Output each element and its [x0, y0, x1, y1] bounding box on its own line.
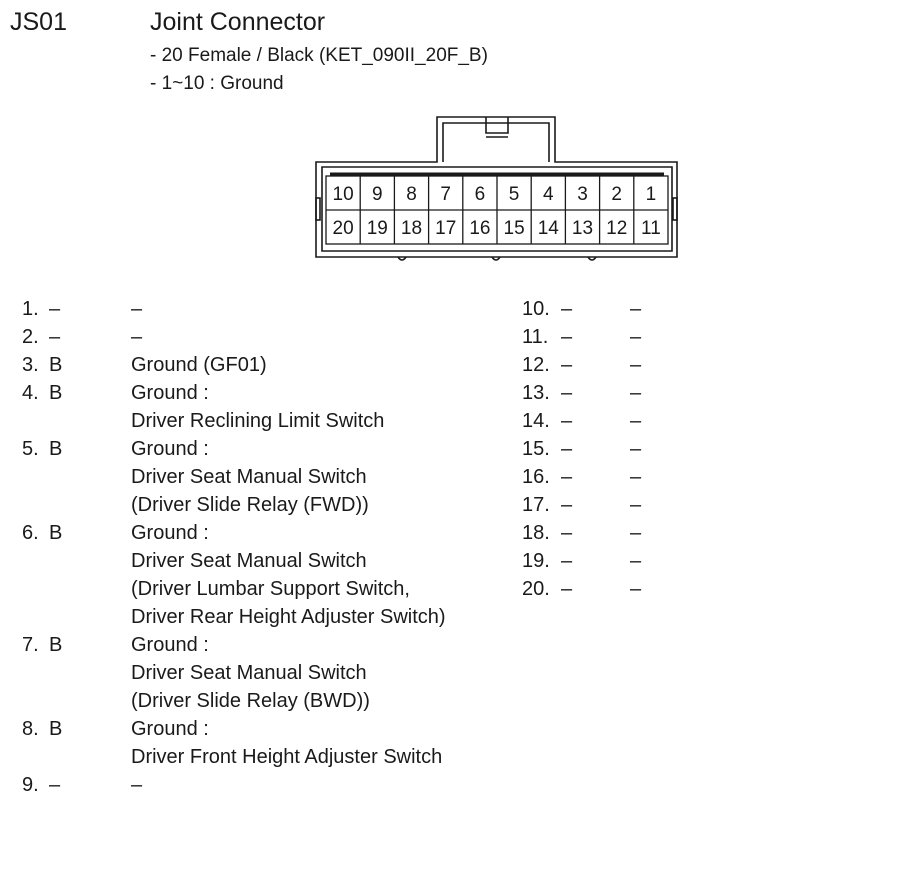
- connector-code: JS01: [10, 8, 67, 36]
- wire-color: –: [561, 578, 573, 600]
- pin-cell-top: 3: [577, 184, 588, 205]
- pin-number: 14.: [522, 410, 550, 432]
- pin-function: –: [630, 578, 642, 600]
- pin-number: 11.: [522, 326, 549, 348]
- pin-function: –: [630, 494, 642, 516]
- pin-cell-bottom: 17: [435, 218, 457, 239]
- wire-color: –: [561, 354, 573, 376]
- pin-cell-top: 8: [406, 184, 417, 205]
- pin-function: –: [131, 326, 143, 348]
- pin-cell-bottom: 14: [537, 218, 559, 239]
- pin-cell-bottom: 16: [469, 218, 491, 239]
- wire-color: –: [561, 326, 573, 348]
- pin-function: Driver Rear Height Adjuster Switch): [131, 606, 446, 628]
- pin-cell-top: 10: [332, 184, 354, 205]
- connector-ground-note: - 1~10 : Ground: [150, 73, 284, 94]
- pin-function: Ground :: [131, 634, 209, 656]
- pin-cell-top: 9: [372, 184, 383, 205]
- pin-number: 17.: [522, 494, 550, 516]
- pin-number: 15.: [522, 438, 550, 460]
- pin-cell-bottom: 15: [503, 218, 525, 239]
- wire-color: B: [49, 354, 63, 376]
- pin-number: 7.: [22, 634, 39, 656]
- pin-cell-top: 6: [474, 184, 486, 205]
- wire-color: –: [49, 298, 61, 320]
- wire-color: –: [561, 438, 573, 460]
- connector-diagram: [0, 0, 919, 300]
- pin-function: Ground :: [131, 522, 209, 544]
- pin-cell-top: 5: [508, 184, 520, 205]
- pin-function: –: [630, 382, 642, 404]
- pin-cell-top: 2: [611, 184, 622, 205]
- pin-number: 13.: [522, 382, 550, 404]
- pin-number: 19.: [522, 550, 550, 572]
- pin-number: 1.: [22, 298, 39, 320]
- wire-color: –: [561, 298, 573, 320]
- pin-function: –: [630, 410, 642, 432]
- pin-function: Driver Seat Manual Switch: [131, 662, 367, 684]
- pin-function: Driver Seat Manual Switch: [131, 466, 367, 488]
- pin-number: 2.: [22, 326, 39, 348]
- wire-color: B: [49, 438, 63, 460]
- pin-function: Driver Front Height Adjuster Switch: [131, 746, 443, 768]
- wire-color: B: [49, 382, 63, 404]
- pin-number: 3.: [22, 354, 39, 376]
- pin-number: 18.: [522, 522, 550, 544]
- wire-color: –: [561, 494, 573, 516]
- pin-function: –: [131, 774, 143, 796]
- pin-number: 4.: [22, 382, 39, 404]
- pin-number: 9.: [22, 774, 39, 796]
- pin-function: –: [630, 466, 642, 488]
- pin-cell-bottom: 11: [641, 218, 661, 239]
- pin-function: –: [630, 354, 642, 376]
- wire-color: –: [561, 410, 573, 432]
- pin-cell-bottom: 20: [332, 218, 354, 239]
- pin-cell-bottom: 19: [366, 218, 388, 239]
- pin-number: 5.: [22, 438, 39, 460]
- wire-color: –: [49, 774, 61, 796]
- pin-cell-bottom: 12: [606, 218, 628, 239]
- pin-function: –: [630, 550, 642, 572]
- pin-function: (Driver Slide Relay (FWD)): [131, 494, 369, 516]
- connector-title: Joint Connector: [150, 8, 326, 36]
- connector-spec-line: - 20 Female / Black (KET_090II_20F_B): [150, 45, 488, 66]
- pin-function: Ground :: [131, 382, 209, 404]
- pin-function: Ground (GF01): [131, 354, 267, 376]
- pin-function: –: [630, 298, 642, 320]
- pin-number: 12.: [522, 354, 550, 376]
- pin-function: Driver Reclining Limit Switch: [131, 410, 385, 432]
- pin-function: Ground :: [131, 718, 209, 740]
- pin-number: 20.: [522, 578, 550, 600]
- wire-color: B: [49, 718, 63, 740]
- pin-function: –: [630, 522, 642, 544]
- wire-color: B: [49, 634, 63, 656]
- pin-cell-bottom: 13: [571, 218, 594, 239]
- pin-cell-bottom: 18: [400, 218, 423, 239]
- pin-function: (Driver Slide Relay (BWD)): [131, 690, 370, 712]
- pin-cell-top: 1: [645, 184, 657, 205]
- pin-cell-top: 4: [543, 184, 554, 205]
- pin-number: 16.: [522, 466, 550, 488]
- pin-function: –: [630, 326, 642, 348]
- pin-function: Ground :: [131, 438, 209, 460]
- pin-number: 10.: [522, 298, 550, 320]
- pin-number: 6.: [22, 522, 39, 544]
- wire-color: –: [561, 522, 573, 544]
- wire-color: –: [49, 326, 61, 348]
- pin-cell-top: 7: [440, 184, 451, 205]
- pin-number: 8.: [22, 718, 39, 740]
- pin-function: –: [630, 438, 642, 460]
- wire-color: B: [49, 522, 63, 544]
- wire-color: –: [561, 550, 573, 572]
- wire-color: –: [561, 466, 573, 488]
- pin-function: –: [131, 298, 143, 320]
- wire-color: –: [561, 382, 573, 404]
- pin-function: Driver Seat Manual Switch: [131, 550, 367, 572]
- pin-function: (Driver Lumbar Support Switch,: [131, 578, 410, 600]
